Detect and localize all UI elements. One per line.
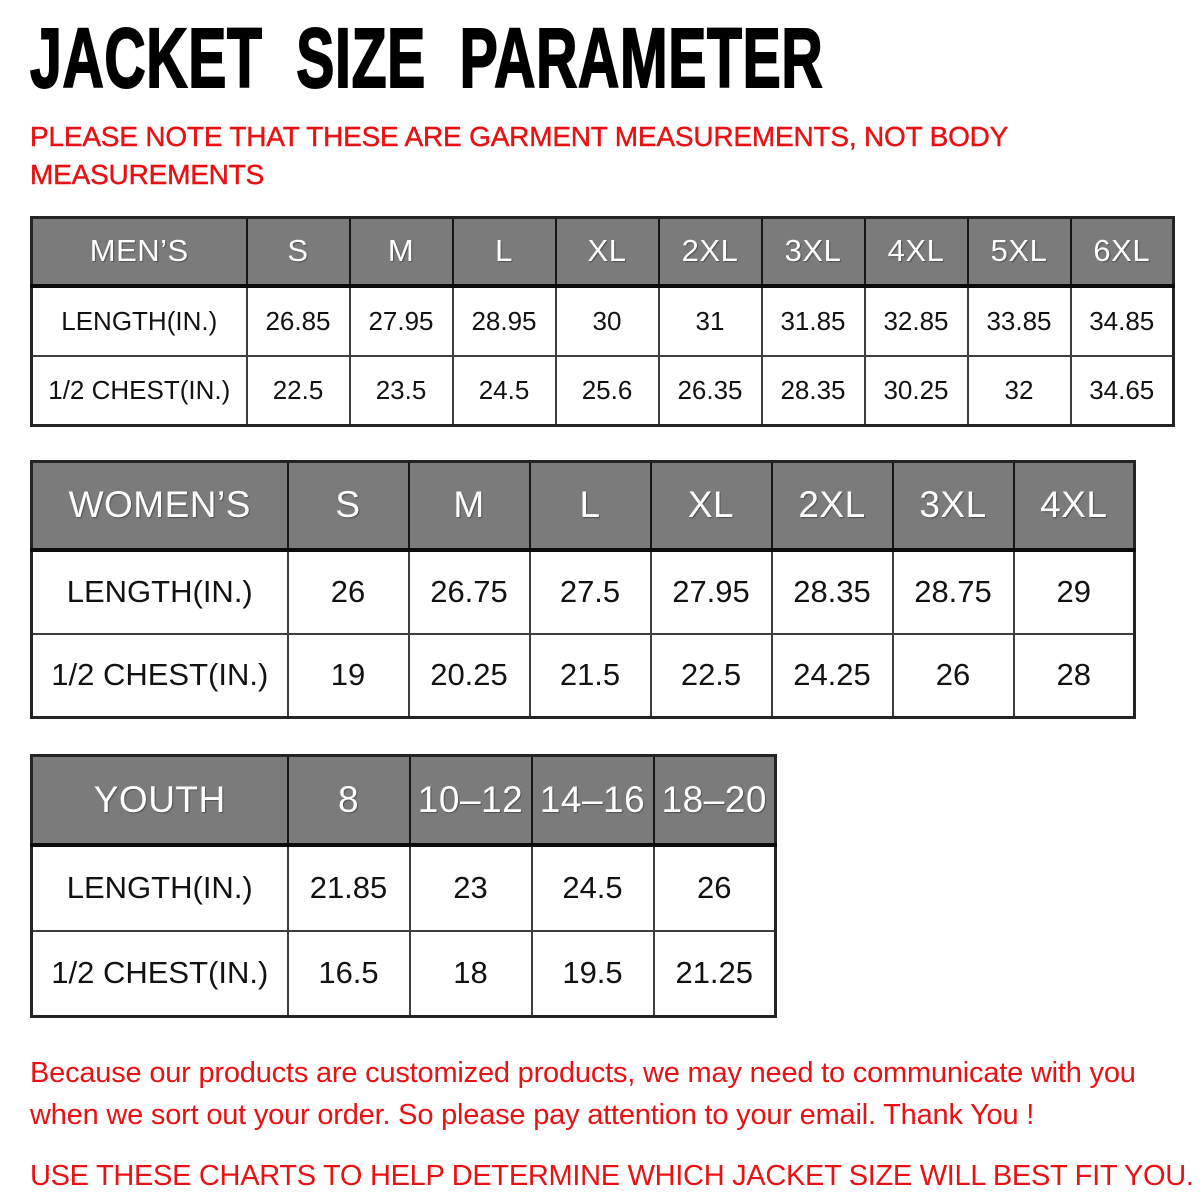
size-column-header: 4XL <box>865 218 968 286</box>
measurement-cell: 27.5 <box>530 550 651 634</box>
mens-table-title: MEN’S <box>32 218 247 286</box>
size-column-header: 8 <box>288 756 410 845</box>
garment-measurements-note: PLEASE NOTE THAT THESE ARE GARMENT MEASUREMENTS, NOT BODY MEASUREMENTS <box>30 121 1008 191</box>
size-column-header: 6XL <box>1071 218 1174 286</box>
measurement-cell: 28.35 <box>762 356 865 426</box>
table-row <box>32 550 1135 634</box>
size-column-header: S <box>247 218 350 286</box>
measurement-cell: 30.25 <box>865 356 968 426</box>
row-label: LENGTH(IN.) <box>32 845 288 931</box>
size-column-header: 2XL <box>772 462 893 550</box>
mens-size-table <box>30 216 1175 427</box>
size-column-header: M <box>409 462 530 550</box>
size-column-header: 3XL <box>762 218 865 286</box>
measurement-cell: 22.5 <box>247 356 350 426</box>
measurement-cell: 19 <box>288 634 409 718</box>
row-label: 1/2 CHEST(IN.) <box>32 634 288 718</box>
youth-header-row <box>32 756 776 845</box>
mens-header-row <box>32 218 1174 286</box>
measurement-cell: 28 <box>1014 634 1135 718</box>
table-row <box>32 931 776 1017</box>
table-row <box>32 356 1174 426</box>
size-column-header: 14–16 <box>532 756 654 845</box>
size-column-header: L <box>530 462 651 550</box>
size-column-header: M <box>350 218 453 286</box>
measurement-cell: 33.85 <box>968 286 1071 356</box>
row-label: 1/2 CHEST(IN.) <box>32 356 247 426</box>
measurement-cell: 24.25 <box>772 634 893 718</box>
table-row <box>32 845 776 931</box>
size-column-header: 3XL <box>893 462 1014 550</box>
size-column-header: 2XL <box>659 218 762 286</box>
measurement-cell: 24.5 <box>453 356 556 426</box>
table-row <box>32 634 1135 718</box>
size-column-header: XL <box>651 462 772 550</box>
measurement-cell: 30 <box>556 286 659 356</box>
row-label: LENGTH(IN.) <box>32 550 288 634</box>
size-column-header: XL <box>556 218 659 286</box>
measurement-cell: 32 <box>968 356 1071 426</box>
measurement-cell: 23 <box>410 845 532 931</box>
chart-usage-note: USE THESE CHARTS TO HELP DETERMINE WHICH JACKET SIZE WILL BEST FIT YOU. <box>30 1160 1194 1193</box>
table-row <box>32 286 1174 356</box>
measurement-cell: 16.5 <box>288 931 410 1017</box>
measurement-cell: 34.65 <box>1071 356 1174 426</box>
row-label: 1/2 CHEST(IN.) <box>32 931 288 1017</box>
womens-header-row <box>32 462 1135 550</box>
size-column-header: 5XL <box>968 218 1071 286</box>
size-column-header: L <box>453 218 556 286</box>
measurement-cell: 34.85 <box>1071 286 1174 356</box>
measurement-cell: 27.95 <box>350 286 453 356</box>
measurement-cell: 28.95 <box>453 286 556 356</box>
measurement-cell: 26.85 <box>247 286 350 356</box>
measurement-cell: 23.5 <box>350 356 453 426</box>
measurement-cell: 28.75 <box>893 550 1014 634</box>
page-title: JACKET SIZE PARAMETER <box>30 11 824 105</box>
measurement-cell: 31.85 <box>762 286 865 356</box>
measurement-cell: 31 <box>659 286 762 356</box>
youth-size-table <box>30 754 777 1018</box>
row-label: LENGTH(IN.) <box>32 286 247 356</box>
measurement-cell: 24.5 <box>532 845 654 931</box>
measurement-cell: 25.6 <box>556 356 659 426</box>
measurement-cell: 20.25 <box>409 634 530 718</box>
size-column-header: S <box>288 462 409 550</box>
measurement-cell: 18 <box>410 931 532 1017</box>
size-column-header: 10–12 <box>410 756 532 845</box>
measurement-cell: 26 <box>893 634 1014 718</box>
youth-table-title: YOUTH <box>32 756 288 845</box>
measurement-cell: 26 <box>288 550 409 634</box>
size-column-header: 18–20 <box>654 756 776 845</box>
womens-size-table <box>30 460 1136 719</box>
size-column-header: 4XL <box>1014 462 1135 550</box>
measurement-cell: 27.95 <box>651 550 772 634</box>
measurement-cell: 21.5 <box>530 634 651 718</box>
measurement-cell: 32.85 <box>865 286 968 356</box>
measurement-cell: 26.35 <box>659 356 762 426</box>
measurement-cell: 28.35 <box>772 550 893 634</box>
measurement-cell: 19.5 <box>532 931 654 1017</box>
measurement-cell: 21.85 <box>288 845 410 931</box>
measurement-cell: 22.5 <box>651 634 772 718</box>
customized-products-note: Because our products are customized products, we may need to communicate with you when we sort out your order. So please pay attention to your email. Thank You ! <box>30 1057 1136 1132</box>
measurement-cell: 29 <box>1014 550 1135 634</box>
measurement-cell: 26 <box>654 845 776 931</box>
measurement-cell: 21.25 <box>654 931 776 1017</box>
measurement-cell: 26.75 <box>409 550 530 634</box>
womens-table-title: WOMEN’S <box>32 462 288 550</box>
